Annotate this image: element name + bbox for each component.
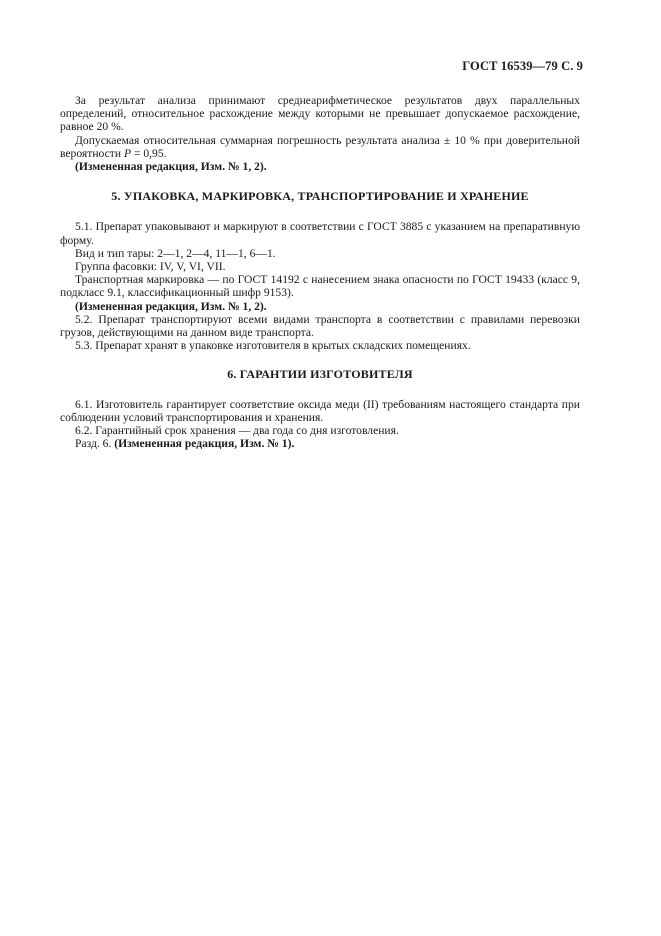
analysis-result-paragraph: За результат анализа принимают среднеарифметическое результатов двух параллельных определений, относительное расхождение между которыми не превышает допускаемое расхождение, равное 20 %. [60, 94, 580, 134]
probability-value: = 0,95. [131, 146, 167, 160]
amendment-note: (Измененная редакция, Изм. № 1, 2). [75, 160, 267, 174]
section-6-ref: Разд. 6. [75, 437, 115, 451]
error-tolerance-paragraph [60, 134, 580, 160]
section-6-amendment-note: (Измененная редакция, Изм. № 1). [114, 437, 295, 451]
section-5-amendment-note: (Измененная редакция, Изм. № 1, 2). [75, 299, 267, 313]
clause-5-1: 5.1. Препарат упаковывают и маркируют в соответствии с ГОСТ 3885 с указанием на препаративную форму. [60, 220, 580, 247]
clause-6-1: 6.1. Изготовитель гарантирует соответствие оксида меди (II) требованиям настоящего стандарта при соблюдении условий транспортирования и хранения. [60, 397, 580, 424]
section-6-amendment-paragraph [60, 437, 580, 450]
container-type-paragraph: Вид и тип тары: 2—1, 2—4, 11—1, 6—1. [75, 246, 276, 260]
document-body [60, 94, 580, 450]
packaging-group-paragraph: Группа фасовки: IV, V, VI, VII. [75, 260, 226, 274]
clause-5-3: 5.3. Препарат хранят в упаковке изготовителя в крытых складских помещениях. [75, 339, 471, 353]
clause-6-2: 6.2. Гарантийный срок хранения — два года со дня изготовления. [75, 424, 399, 438]
running-header: ГОСТ 16539—79 С. 9 [462, 59, 583, 73]
probability-variable: P [123, 146, 132, 160]
section-6-title: 6. ГАРАНТИИ ИЗГОТОВИТЕЛЯ [227, 367, 413, 382]
clause-5-2: 5.2. Препарат транспортируют всеми видами транспорта в соответствии с правилами перевозки грузов, действующими на данном виде транспорта. [60, 312, 580, 340]
transport-marking-paragraph: Транспортная маркировка — по ГОСТ 14192 с нанесением знака опасности по ГОСТ 19433 (класс 9, подкласс 9.1, классификационный шифр 9153). [60, 273, 580, 300]
section-5-title: 5. УПАКОВКА, МАРКИРОВКА, ТРАНСПОРТИРОВАНИЕ И ХРАНЕНИЕ [111, 189, 529, 204]
error-tolerance-text: Допускаемая относительная суммарная погрешность результата анализа ± 10 % при доверительной вероятности [60, 133, 580, 160]
